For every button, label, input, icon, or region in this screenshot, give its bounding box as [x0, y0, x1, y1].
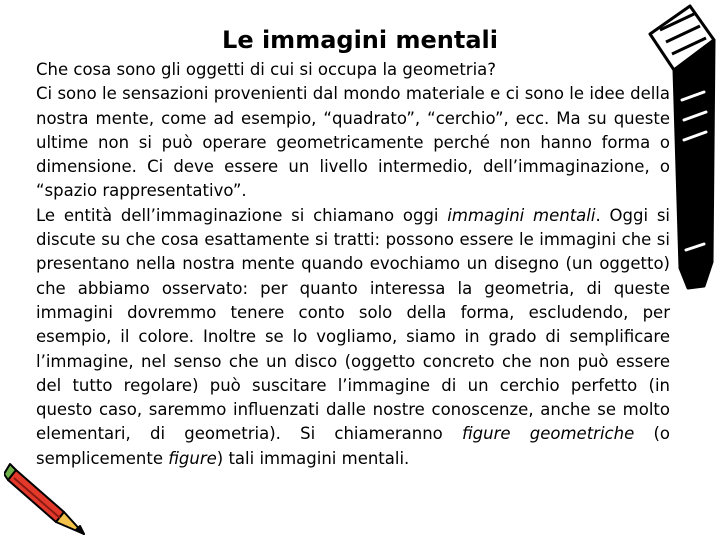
text-segment: (o semplicemente: [36, 424, 671, 468]
term-figure-geometriche: figure geometriche: [462, 424, 635, 444]
term-immagini-mentali: immagini mentali: [447, 205, 596, 225]
term-figure: figure: [168, 448, 217, 468]
body-text: [36, 58, 670, 471]
paragraph-mental-images: [36, 204, 670, 471]
slide-title: Le immagini mentali: [222, 26, 498, 54]
text-segment: Le entità dell’immaginazione si chiamano oggi: [36, 205, 448, 225]
paragraph-question: Che cosa sono gli oggetti di cui si occupa la geometria?: [36, 60, 497, 79]
paragraph-sensations: Ci sono le sensazioni provenienti dal mondo materiale e ci sono le idee della nostra mente, come ad esempio, “quadrato”, “cerchio”, ecc. Ma su queste ultime non si può operare geometricamente perché non hanno forma o dimensione. Ci deve essere un livello intermedio, dell’immaginazione, o “spazio rappresentativo”.: [36, 84, 670, 201]
text-segment: . Oggi si discute su che cosa esattamente si tratti: possono essere le immagini che si presentano nella nostra mente quando evochiamo un disegno (un oggetto) che abbiamo osservato: per quanto interessa la geometria, di queste immagini dovremmo tenere conto solo della forma, escludendo, per esempio, il colore. Inoltre se lo vogliamo, siamo in grado di semplificare l’immagine, nel senso che un disco (oggetto concreto che non può essere del tutto regolare) può suscitare l’immagine di un cerchio perfetto (in questo caso, saremmo influenzati dalle nostre conoscenze, anche se molto elementari, di geometria). Si chiameranno: [36, 205, 671, 444]
text-segment: ) tali immagini mentali.: [216, 448, 410, 468]
